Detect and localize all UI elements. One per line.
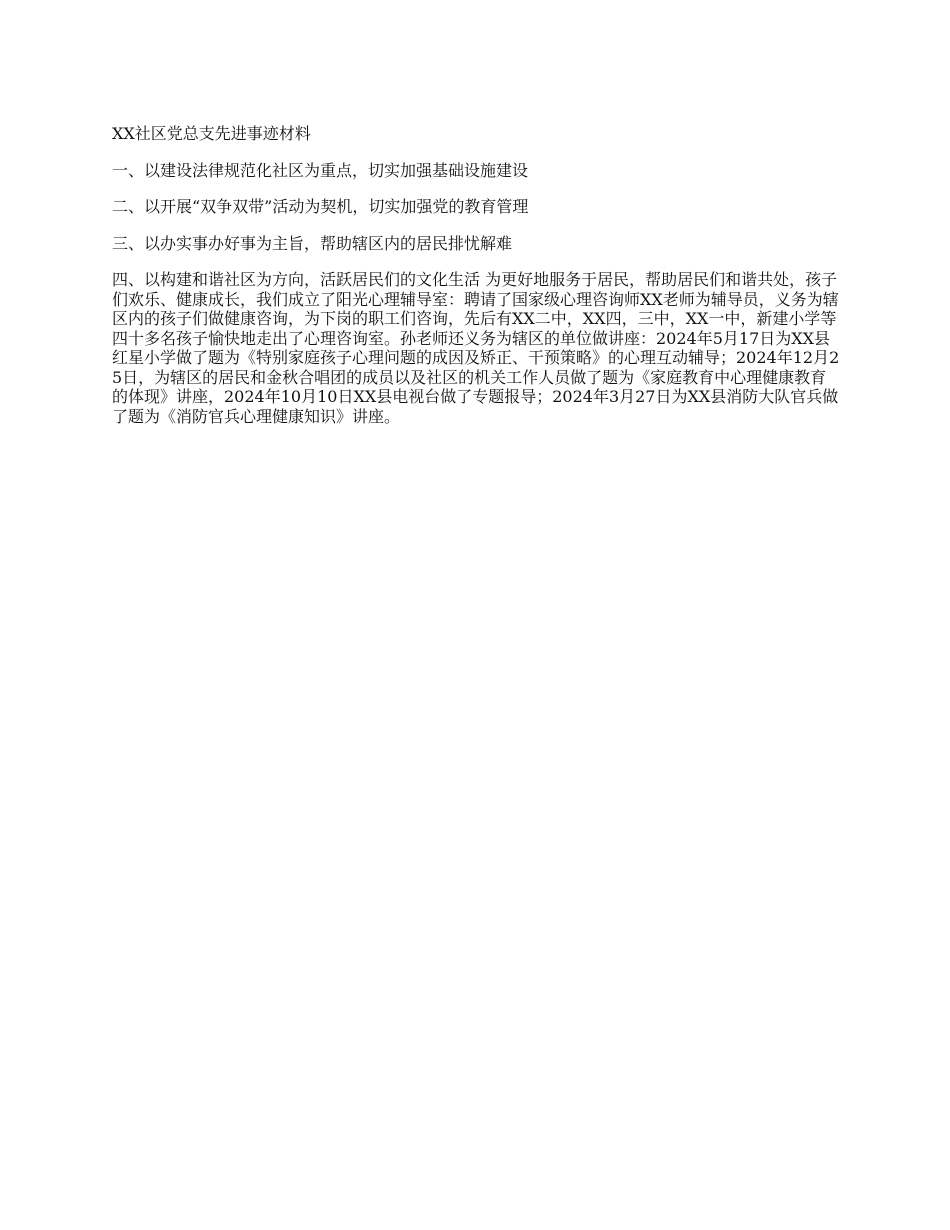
section-4-paragraph: 四、以构建和谐社区为方向，活跃居民们的文化生活 为更好地服务于居民，帮助居民们和谐共处，孩子们欢乐、健康成长，我们成立了阳光心理辅导室：聘请了国家级心理咨询师XX老师为辅导员，义务为辖区内的孩子们做健康咨询，为下岗的职工们咨询，先后有XX二中，XX四，三中，XX一中，新建小学等四十多名孩子愉快地走出了心理咨询室。孙老师还义务为辖区的单位做讲座：2024年5月17日为XX县红星小学做了题为《特别家庭孩子心理问题的成因及矫正、干预策略》的心理互动辅导；2024年12月25日，为辖区的居民和金秋合唱团的成员以及社区的机关工作人员做了题为《家庭教育中心理健康教育的体现》讲座，2024年10月10日XX县电视台做了专题报导；2024年3月27日为XX县消防大队官兵做了题为《消防官兵心理健康知识》讲座。	[112, 270, 840, 426]
document-body	[112, 124, 840, 426]
section-heading-1: 一、以建设法律规范化社区为重点，切实加强基础设施建设	[112, 160, 529, 180]
document-title: XX社区党总支先进事迹材料	[112, 124, 311, 143]
section-heading-2: 二、以开展“双争双带”活动为契机，切实加强党的教育管理	[112, 197, 529, 216]
section-heading-3: 三、以办实事办好事为主旨，帮助辖区内的居民排忧解难	[112, 233, 513, 253]
